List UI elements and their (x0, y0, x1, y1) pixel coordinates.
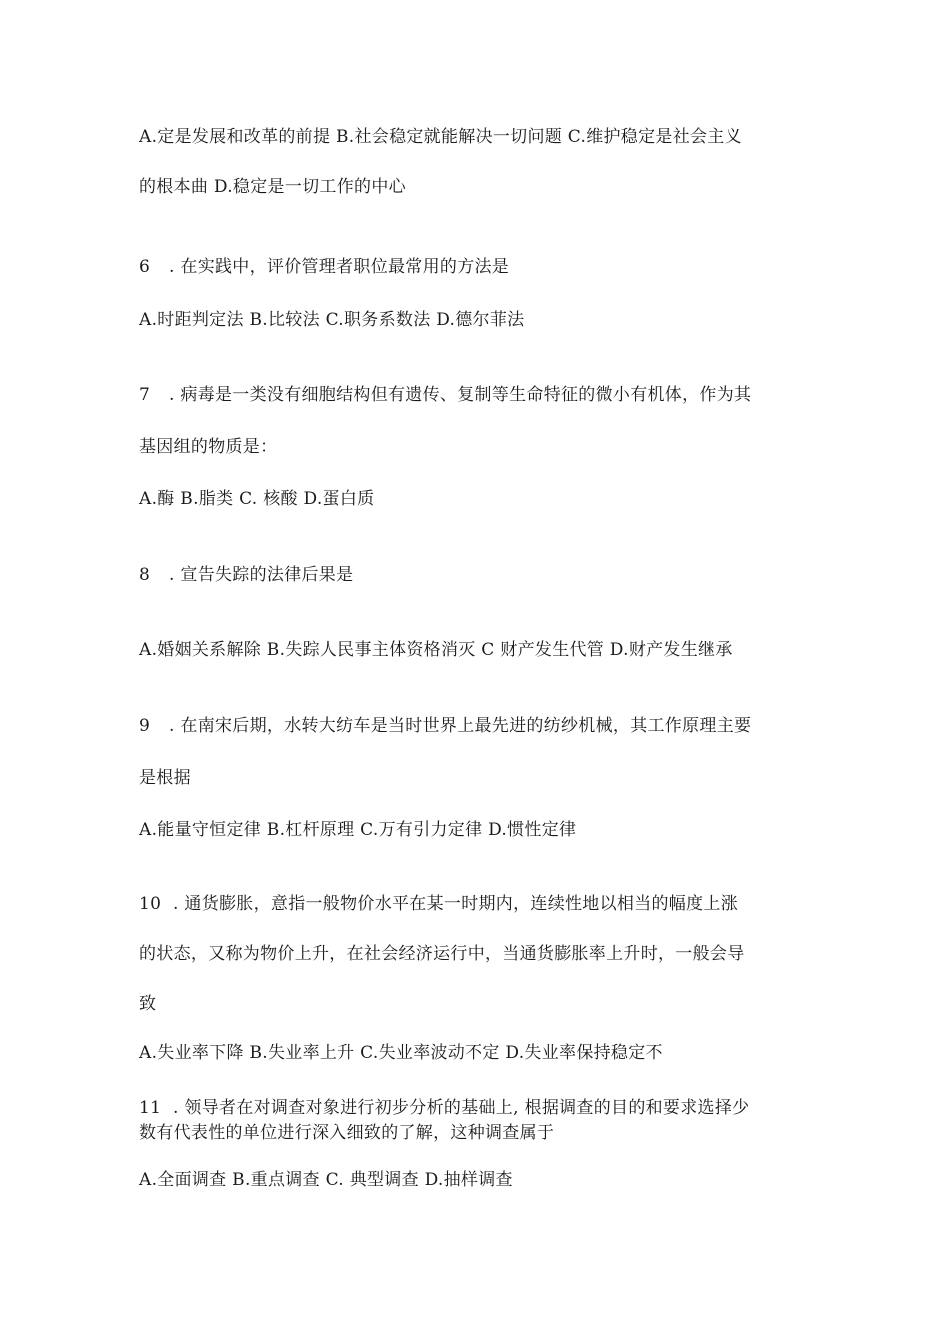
q11-stem-text: . 领导者在对调查对象进行初步分析的基础上, 根据调查的目的和要求选择少 (173, 1098, 750, 1118)
q11-number: 11 (139, 1098, 162, 1118)
q10-stem-line3: 致 (139, 994, 157, 1014)
q5-options-line2: 的根本曲 D.稳定是一切工作的中心 (139, 177, 406, 197)
q7-stem-line1 (139, 384, 839, 406)
q7-stem-text: . 病毒是一类没有细胞结构但有遗传、复制等生命特征的微小有机体，作为其 (169, 385, 752, 405)
q7-number: 7 (139, 385, 151, 405)
q8-stem (139, 564, 839, 586)
q7-options: A.酶 B.脂类 C. 核酸 D.蛋白质 (139, 489, 375, 509)
q11-stem-line2: 数有代表性的单位进行深入细致的了解，这种调查属于 (139, 1123, 555, 1143)
q10-options: A.失业率下降 B.失业率上升 C.失业率波动不定 D.失业率保持稳定不 (139, 1043, 663, 1063)
q10-stem-line1 (139, 893, 839, 915)
q6-stem-text: . 在实践中，评价管理者职位最常用的方法是 (169, 257, 510, 277)
q9-stem-line1 (139, 715, 839, 737)
q9-stem-text: . 在南宋后期，水转大纺车是当时世界上最先进的纺纱机械，其工作原理主要 (169, 716, 752, 736)
q8-stem-text: . 宣告失踪的法律后果是 (169, 565, 354, 585)
q9-number: 9 (139, 716, 151, 736)
q10-stem-line2: 的状态，又称为物价上升，在社会经济运行中，当通货膨胀率上升时，一般会导 (139, 944, 745, 964)
q7-stem-line2: 基因组的物质是： (139, 437, 278, 457)
q10-stem-text: . 通货膨胀，意指一般物价水平在某一时期内，连续性地以相当的幅度上涨 (173, 894, 739, 914)
q10-number: 10 (139, 894, 162, 914)
q6-number: 6 (139, 257, 151, 277)
q9-stem-line2: 是根据 (139, 768, 191, 788)
q11-options: A.全面调查 B.重点调查 C. 典型调查 D.抽样调查 (139, 1170, 513, 1190)
q9-options: A.能量守恒定律 B.杠杆原理 C.万有引力定律 D.惯性定律 (139, 820, 577, 840)
q8-options: A.婚姻关系解除 B.失踪人民事主体资格消灭 C 财产发生代管 D.财产发生继承 (139, 640, 733, 660)
q6-options: A.时距判定法 B.比较法 C.职务系数法 D.德尔菲法 (139, 310, 525, 330)
q8-number: 8 (139, 565, 151, 585)
q6-stem (139, 256, 839, 278)
q5-options-line1: A.定是发展和改革的前提 B.社会稳定就能解决一切问题 C.维护稳定是社会主义 (139, 127, 742, 147)
q11-stem-line1 (139, 1097, 839, 1119)
